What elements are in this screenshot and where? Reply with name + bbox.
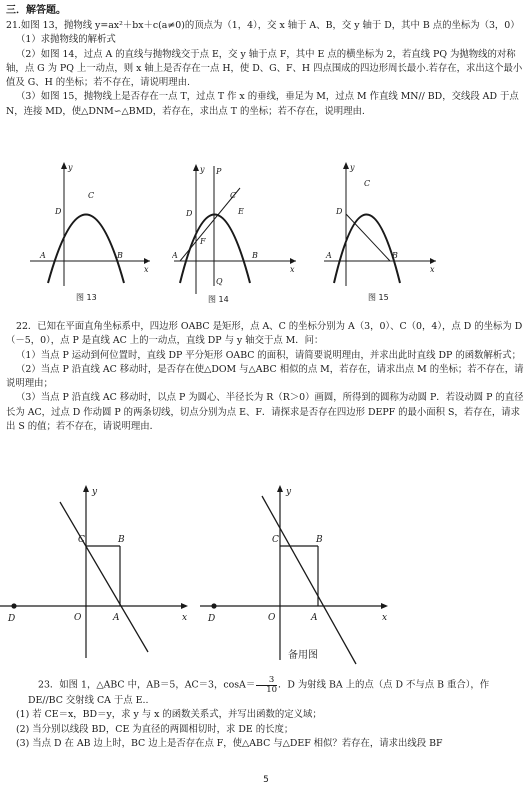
point-d (11, 603, 16, 608)
q22l-label-a: A (113, 613, 120, 623)
fig15-label-x: x (430, 265, 435, 274)
figure-14 (172, 158, 302, 304)
q22r-label-b: B (316, 535, 323, 545)
q22r-label-d: D (208, 614, 216, 624)
q21-part3: （3）如图 15，抛物线上是否存在一点 T，过点 T 作 x 的垂线，垂足为 M，过点 M 作直线 MN// BD，交线段 AD 于点 N，连接 MD，使△DNM∽△BMD，若存在，求出点 T 的坐标；若不存在，说明理由. (6, 91, 519, 117)
q22-part2: （2）当点 P 沿直线 AC 移动时，是否存在使△DOM 与△ABC 相似的点 M，若存在，请求出点 M 的坐标；若不存在，请说明理由； (6, 363, 524, 390)
figure-13 (26, 158, 156, 302)
q22r-label-a: A (311, 613, 318, 623)
q22r-label-o: O (268, 613, 276, 623)
line-bd (346, 214, 390, 261)
point-d (211, 603, 216, 608)
q22-part1: （1）当点 P 运动到何位置时，直线 DP 平分矩形 OABC 的面积，请简要说明理由，并求出此时直线 DP 的函数解析式； (16, 349, 521, 361)
parabola (48, 215, 124, 284)
fig14-label-p: P (216, 167, 222, 176)
q22l-label-y: y (92, 487, 98, 497)
fig14-label-x: x (290, 265, 295, 274)
fig14-label-e: E (238, 207, 244, 216)
page-number: 5 (263, 775, 269, 785)
q21-stem: 21.如图 13，抛物线 y=ax²＋bx＋c(a≠0)的顶点为（1，4），交 x 轴于 A、B，交 y 轴于 D，其中 B 点的坐标为（3，0） (6, 20, 520, 31)
q22l-label-o: O (74, 613, 82, 623)
figure-15 (320, 158, 440, 302)
fraction-denominator: 10 (266, 684, 278, 695)
q21-part2: （2）如图 14，过点 A 的直线与抛物线交于点 E，交 y 轴于点 F，其中 E 点的横坐标为 2，若直线 PQ 为抛物线的对称轴，点 G 为 PQ 上一动点，则 x 轴上是否存在一点 H，使 D、G、F、H 四点围成的四边形周长最小.若存在，求出这个最小值及 G、H 的坐标；若不存在，请说明理由. (6, 48, 523, 89)
q23-part2: (2) 当分别以线段 BD，CE 为直径的两圆相切时，求 DE 的长度； (16, 723, 294, 735)
fig15-label-b: B (392, 251, 398, 260)
fig13-label-b: B (117, 251, 123, 260)
q22l-label-b: B (118, 535, 125, 545)
fig15-label-d: D (336, 207, 343, 216)
fig14-label-q: Q (216, 277, 223, 286)
q23-stem (6, 676, 526, 708)
q22r-label-x: x (382, 613, 388, 623)
fig14-label-d: D (186, 209, 193, 218)
fig13-label-y: y (68, 163, 73, 172)
q22-part3: （3）当点 P 沿直线 AC 移动时，以点 P 为圆心、半径长为 R（R＞0）画圆，所得到的圆称为动圆 P．若设动圆 P 的直径长为 AC，过点 D 作动圆 P 的两条切线，切点分别为点 E、F．请探求是否存在四边形 DEPF 的最小面积 S，若存在，请求出 S 的值；若不存在，请说明理由． (6, 392, 524, 433)
q23-part3: (3) 当点 D 在 AB 边上时，BC 边上是否存在点 F，使△ABC 与△DEF 相似？若存在，请求出线段 BF (16, 737, 443, 749)
fig13-label-c: C (88, 191, 95, 200)
fig15-label-a: A (326, 251, 332, 260)
q22l-label-c: C (78, 535, 85, 545)
question-21 (6, 19, 526, 119)
fig15-caption: 图 15 (368, 293, 389, 302)
fig14-label-y: y (200, 165, 205, 174)
q22l-label-x: x (182, 613, 188, 623)
q22-stem: 22．已知在平面直角坐标系中，四边形 OABC 是矩形，点 A、C 的坐标分别为 A（3，0）、C（0，4），点 D 的坐标为 D（－5，0），点 P 是直线 AC 上的一动点，直线 DP 与 y 轴交于点 M．问： (6, 321, 523, 347)
q23-stem-after: ．D 为射线 BA 上的点（点 D 不与点 B 重合），作 DE//BC 交射线 CA 于点 E.. (28, 679, 490, 706)
fig14-label-c: C (230, 191, 237, 200)
question-23 (6, 676, 526, 751)
fig14-caption: 图 14 (208, 295, 229, 304)
q23-stem-before: 23．如图 1，△ABC 中，AB＝5，AC＝3，cosA＝ (38, 679, 256, 691)
parabola (334, 215, 400, 284)
q23-part1: (1) 若 CE＝x，BD＝y，求 y 与 x 的函数关系式，并写出函数的定义域； (16, 709, 322, 721)
q21-part1: （1）求抛物线的解析式 (16, 34, 116, 46)
section-title: 三．解答题。 (6, 5, 66, 16)
fig15-label-y: y (350, 163, 355, 172)
line-ac (60, 502, 148, 652)
fig13-caption: 图 13 (76, 293, 97, 302)
fig13-label-d: D (55, 207, 62, 216)
fig14-label-f: F (200, 237, 206, 246)
q22l-label-d: D (8, 614, 16, 624)
fig15-label-c: C (364, 179, 371, 188)
q22r-label-y: y (286, 487, 292, 497)
fig14-label-a: A (172, 251, 178, 260)
fraction-numerator: 3 (256, 676, 277, 686)
fig13-label-x: x (144, 265, 149, 274)
q22r-label-c: C (272, 535, 279, 545)
question-22 (6, 320, 526, 434)
spare-figure-caption: 备用图 (288, 650, 318, 661)
q23-cos-fraction (256, 676, 277, 694)
q22-figure-left (0, 480, 200, 660)
q22-figure-right (200, 480, 400, 670)
fig13-label-a: A (40, 251, 46, 260)
line-ac (262, 496, 356, 664)
fig14-label-b: B (252, 251, 258, 260)
